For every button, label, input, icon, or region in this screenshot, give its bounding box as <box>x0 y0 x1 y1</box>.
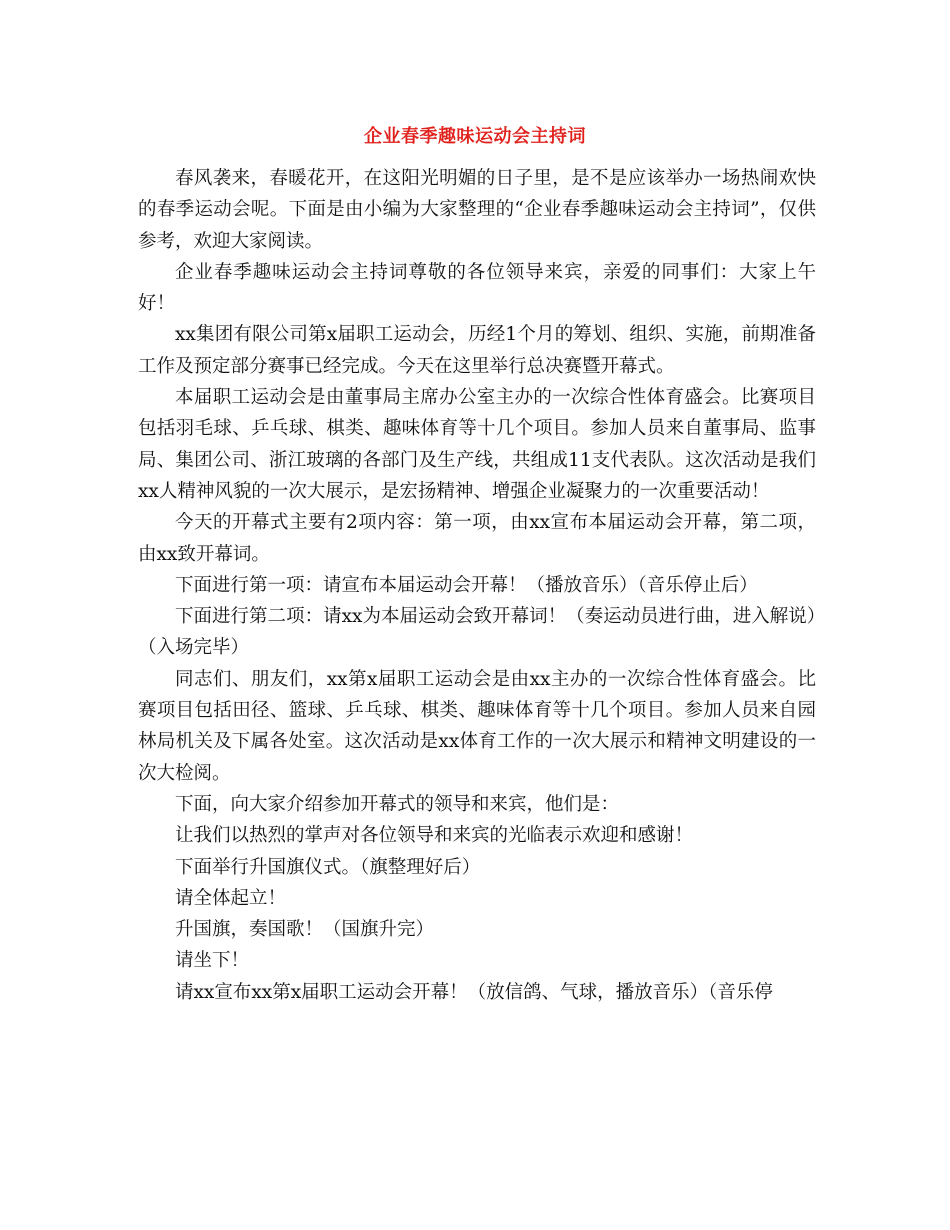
paragraph: 请坐下！ <box>175 950 250 972</box>
paragraph: 下面进行第二项：请xx为本届运动会致开幕词！（奏运动员进行曲，进入解说）（入场完毕） <box>138 606 816 659</box>
paragraph: 同志们、朋友们，xx第x届职工运动会是由xx主办的一次综合性体育盛会。比赛项目包括田径、篮球、乒乓球、棋类、趣味体育等十几个项目。参加人员来自园林局机关及下属各处室。这次活动是xx体育工作的一次大展示和精神文明建设的一次大检阅。 <box>138 668 816 784</box>
paragraph: 下面举行升国旗仪式。（旗整理好后） <box>175 856 481 878</box>
paragraph: 本届职工运动会是由董事局主席办公室主办的一次综合性体育盛会。比赛项目包括羽毛球、乒乓球、棋类、趣味体育等十几个项目。参加人员来自董事局、监事局、集团公司、浙江玻璃的各部门及生产线，共组成11支代表队。这次活动是我们xx人精神风貌的一次大展示，是宏扬精神、增强企业凝聚力的一次重要活动！ <box>138 387 816 502</box>
paragraph: 今天的开幕式主要有2项内容：第一项，由xx宣布本届运动会开幕，第二项，由xx致开幕词。 <box>138 512 816 565</box>
paragraph: 下面进行第一项：请宣布本届运动会开幕！（播放音乐）（音乐停止后） <box>175 574 758 596</box>
paragraph: 下面，向大家介绍参加开幕式的领导和来宾，他们是： <box>175 793 620 815</box>
paragraph: 请全体起立！ <box>175 887 287 909</box>
paragraph: xx集团有限公司第x届职工运动会，历经1个月的筹划、组织、实施，前期准备工作及预定部分赛事已经完成。今天在这里举行总决赛暨开幕式。 <box>138 324 816 377</box>
paragraph: 企业春季趣味运动会主持词尊敬的各位领导来宾，亲爱的同事们：大家上午好！ <box>138 261 816 315</box>
document-title: 企业春季趣味运动会主持词 <box>364 126 586 147</box>
paragraph: 升国旗，奏国歌！（国旗升完） <box>175 919 435 941</box>
paragraph: 春风袭来，春暖花开，在这阳光明媚的日子里，是不是应该举办一场热闹欢快的春季运动会呢。下面是由小编为大家整理的“企业春季趣味运动会主持词”，仅供参考，欢迎大家阅读。 <box>138 168 816 252</box>
paragraph: 请xx宣布xx第x届职工运动会开幕！（放信鸽、气球，播放音乐）（音乐停 <box>175 981 773 1003</box>
paragraph: 让我们以热烈的掌声对各位领导和来宾的光临表示欢迎和感谢！ <box>175 825 694 847</box>
document-body <box>138 163 816 1008</box>
